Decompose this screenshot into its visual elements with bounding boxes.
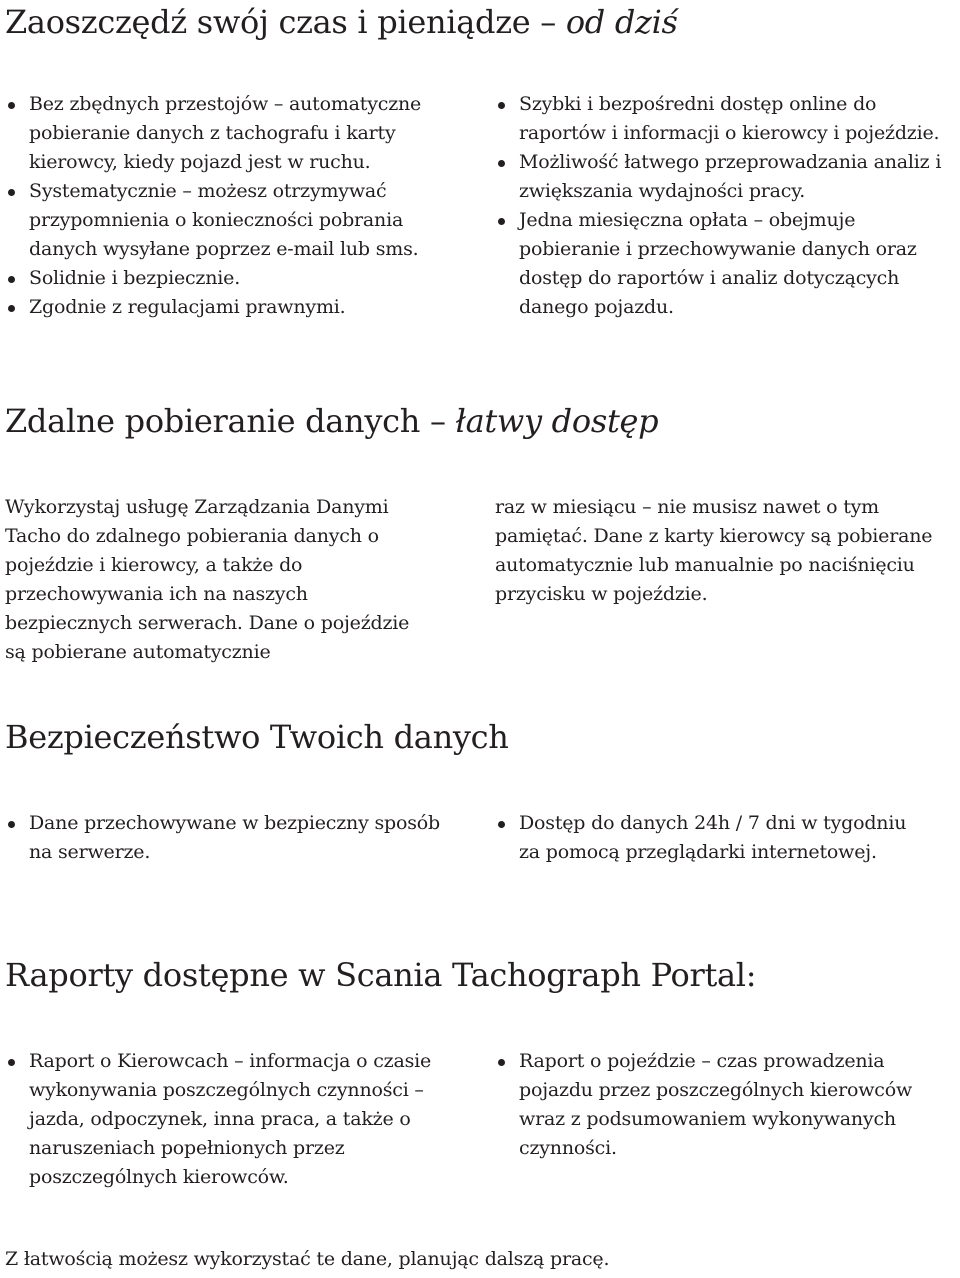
- security-right-column: [495, 809, 925, 867]
- section-title-main: Zdalne pobieranie danych –: [5, 402, 456, 440]
- reports-right-column: [495, 1047, 925, 1163]
- section-title-reports: Raporty dostępne w Scania Tachograph Portal:: [5, 956, 757, 994]
- list-item: Solidnie i bezpiecznie.: [5, 264, 445, 293]
- section-title-savings: [5, 2, 678, 42]
- security-right-list: [495, 809, 925, 867]
- paragraph: Wykorzystaj usługę Zarządzania Danymi Tacho do zdalnego pobierania danych o pojeździe i kierowcy, a także do przechowywania ich na naszych bezpiecznych serwerach. Dane o pojeździe są pobierane automatycznie: [5, 496, 410, 663]
- list-item: Systematycznie – możesz otrzymywać przypomnienia o konieczności pobrania danych wysyłane poprzez e-mail lub sms.: [5, 177, 445, 264]
- footer-text: Z łatwością możesz wykorzystać te dane, planując dalszą pracę.: [5, 1248, 610, 1270]
- reports-left-list: [5, 1047, 445, 1192]
- list-item: Bez zbędnych przestojów – automatyczne pobieranie danych z tachografu i karty kierowcy, kiedy pojazd jest w ruchu.: [5, 90, 445, 177]
- remote-download-left-column: [5, 493, 435, 667]
- savings-left-list: [5, 90, 445, 322]
- list-item: Raport o Kierowcach – informacja o czasie wykonywania poszczególnych czynności – jazda, odpoczynek, inna praca, a także o naruszeniach popełnionych przez poszczególnych kierowców.: [5, 1047, 445, 1192]
- list-item: Raport o pojeździe – czas prowadzenia pojazdu przez poszczególnych kierowców wraz z podsumowaniem wykonywanych czynności.: [495, 1047, 925, 1163]
- savings-left-column: [5, 90, 445, 322]
- reports-left-column: [5, 1047, 445, 1192]
- section-title-data-security: Bezpieczeństwo Twoich danych: [5, 718, 509, 756]
- section-title-remote-download: [5, 401, 658, 441]
- security-left-list: [5, 809, 455, 867]
- remote-download-right-column: [495, 493, 935, 609]
- list-item: Dostęp do danych 24h / 7 dni w tygodniu za pomocą przeglądarki internetowej.: [495, 809, 925, 867]
- section-title-italic: łatwy dostęp: [455, 402, 659, 440]
- section-title-main: Zaoszczędź swój czas i pieniądze –: [5, 3, 566, 41]
- savings-right-list: [495, 90, 957, 322]
- list-item: Zgodnie z regulacjami prawnymi.: [5, 293, 445, 322]
- security-left-column: [5, 809, 455, 867]
- list-item: Szybki i bezpośredni dostęp online do raportów i informacji o kierowcy i pojeździe.: [495, 90, 957, 148]
- list-item: Jedna miesięczna opłata – obejmuje pobieranie i przechowywanie danych oraz dostęp do raportów i analiz dotyczących danego pojazdu.: [495, 206, 957, 322]
- paragraph: raz w miesiącu – nie musisz nawet o tym pamiętać. Dane z karty kierowcy są pobierane automatycznie lub manualnie po naciśnięciu przycisku w pojeździe.: [495, 496, 933, 605]
- list-item: Możliwość łatwego przeprowadzania analiz i zwiększania wydajności pracy.: [495, 148, 957, 206]
- section-title-italic: od dziś: [565, 3, 678, 41]
- reports-right-list: [495, 1047, 925, 1163]
- savings-right-column: [495, 90, 957, 322]
- list-item: Dane przechowywane w bezpieczny sposób na serwerze.: [5, 809, 455, 867]
